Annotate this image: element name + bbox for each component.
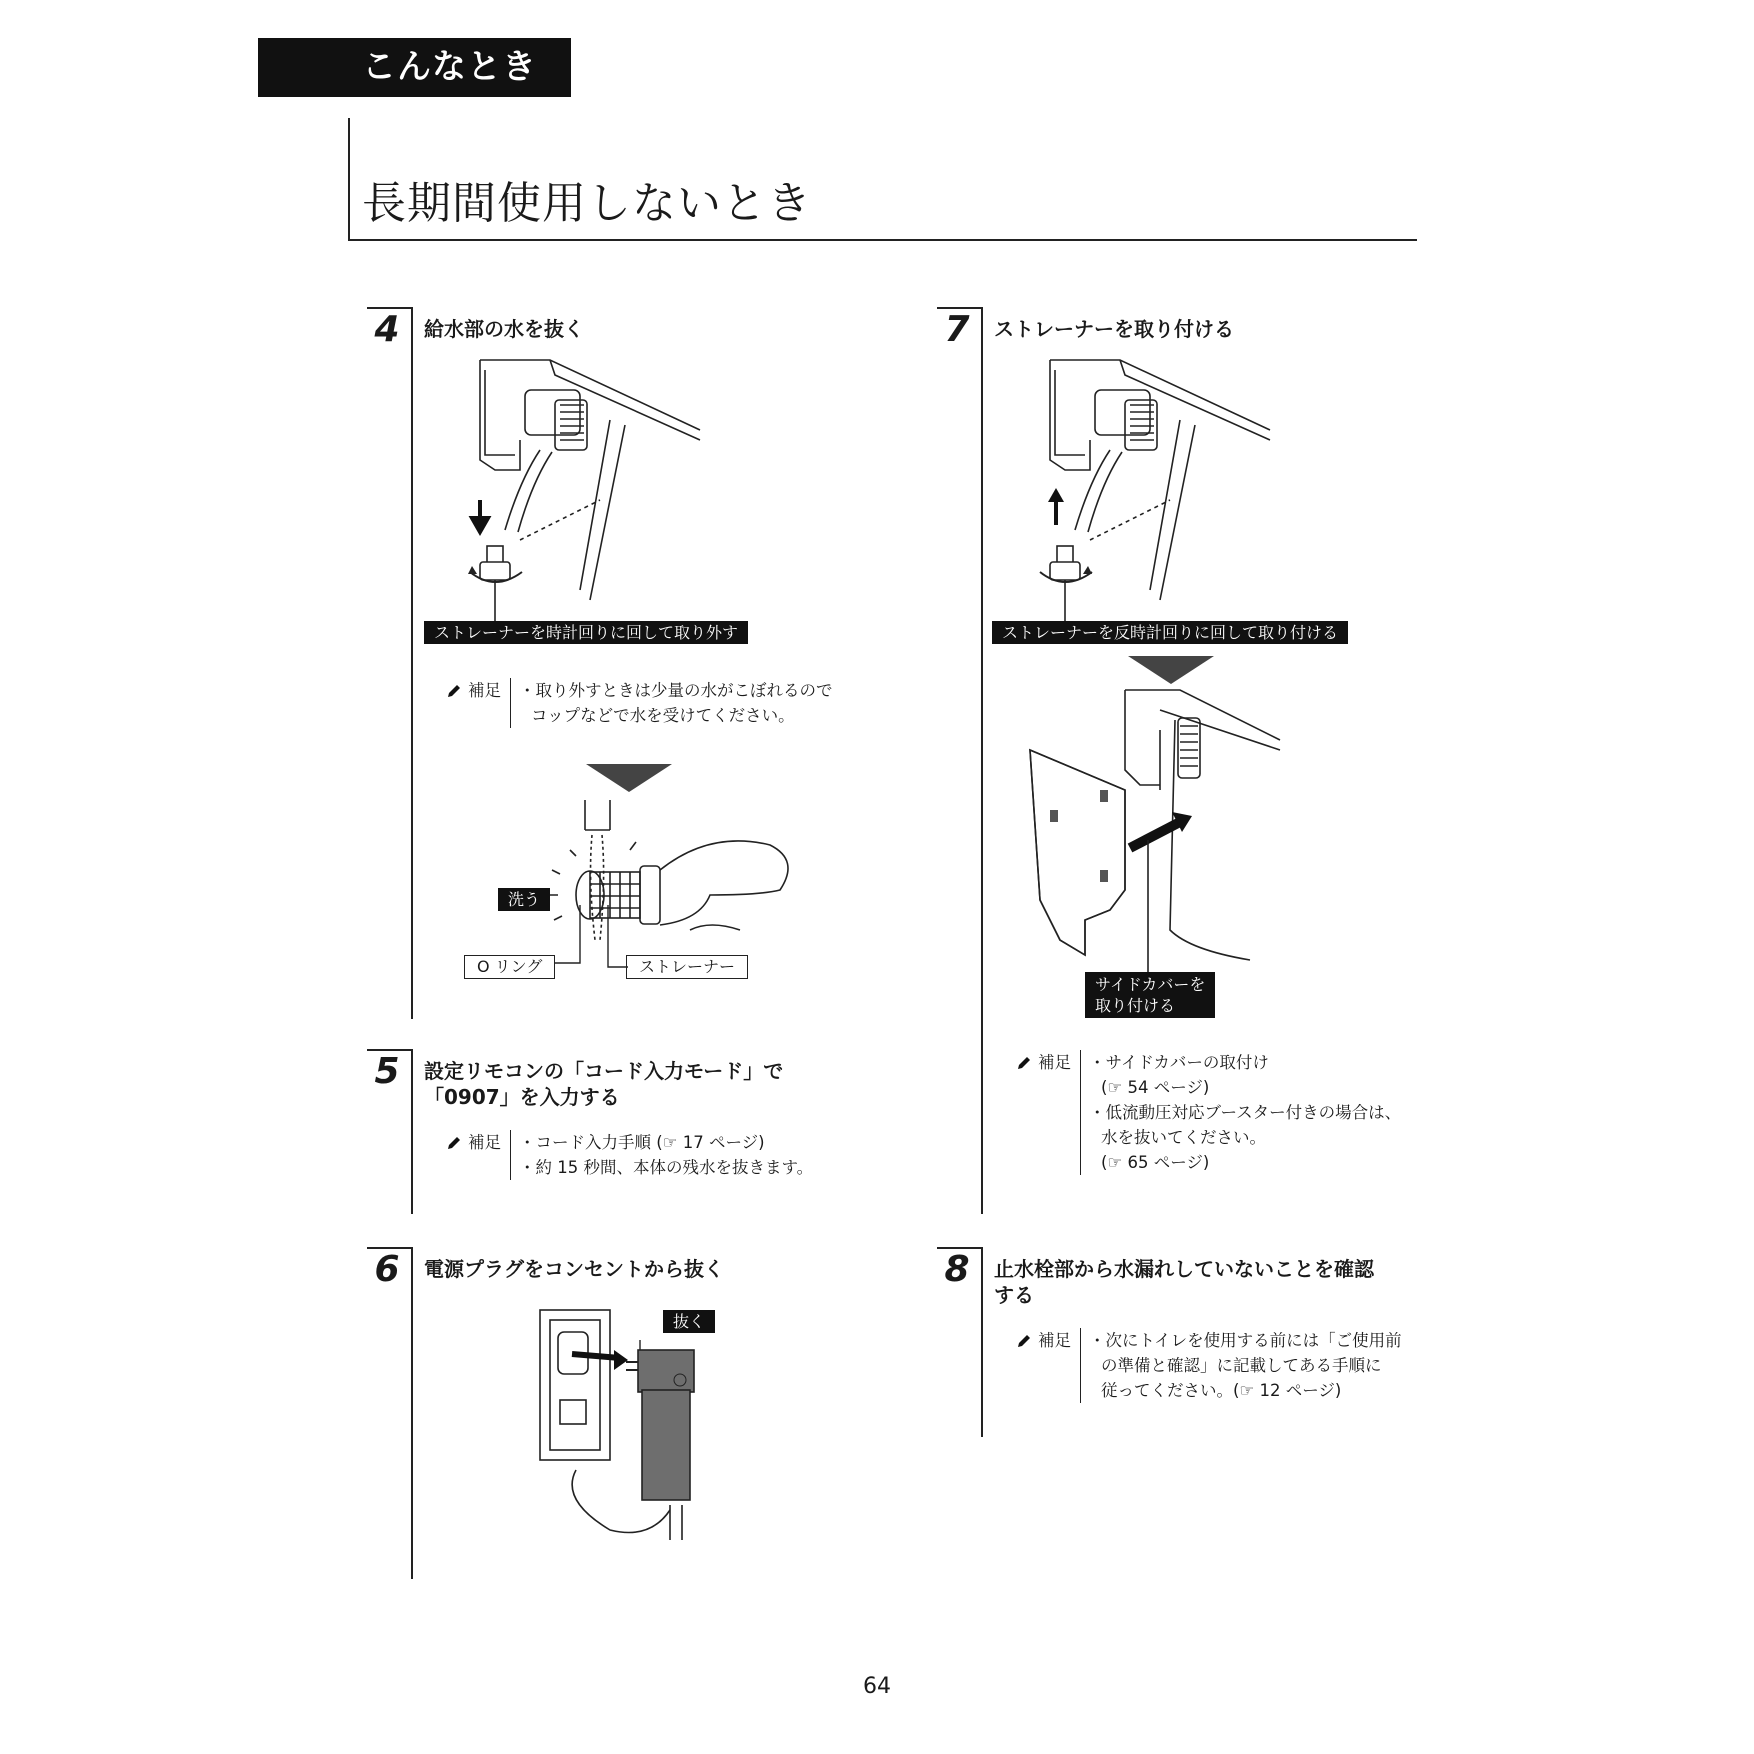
- side-cover-callout: [1085, 972, 1215, 1018]
- note-body: [510, 1130, 813, 1180]
- step-4-left-rule: [411, 307, 413, 1019]
- note-line: 従ってください。(☞ 12 ページ): [1101, 1381, 1342, 1400]
- note-body: [1080, 1328, 1402, 1403]
- step-6-left-rule: [411, 1247, 413, 1579]
- pencil-icon: [446, 683, 462, 699]
- note-line: 水を抜いてください。: [1101, 1128, 1266, 1147]
- wash-label: 洗う: [498, 888, 550, 911]
- unplug-callout: 抜く: [663, 1310, 715, 1333]
- step-7-title: ストレーナーを取り付ける: [994, 317, 1234, 341]
- side-cover-callout-line: 取り付ける: [1095, 996, 1176, 1015]
- side-cover-install-illustration: [1030, 690, 1280, 980]
- note-line: ・取り外すときは少量の水がこぼれるので: [519, 681, 833, 700]
- note-label: 補足: [1038, 1331, 1071, 1350]
- unplug-illustration: [530, 1300, 730, 1540]
- note-line: (☞ 54 ページ): [1101, 1078, 1210, 1097]
- down-chevron-arrow: [1128, 656, 1214, 688]
- title-rule-vertical: [348, 118, 350, 241]
- side-cover-callout-line: サイドカバーを: [1095, 975, 1206, 994]
- step-8-title-line: 止水栓部から水漏れしていないことを確認: [994, 1257, 1374, 1281]
- strainer-label: ストレーナー: [626, 955, 748, 979]
- note-head: [1016, 1328, 1080, 1353]
- pencil-icon: [1016, 1333, 1032, 1349]
- page-number: 64: [863, 1674, 891, 1699]
- step-8-note: [1016, 1328, 1402, 1403]
- note-line: (☞ 65 ページ): [1101, 1153, 1210, 1172]
- step-5-title: [424, 1058, 783, 1110]
- step-6-rule: [367, 1247, 412, 1249]
- note-label: 補足: [1038, 1053, 1071, 1072]
- oring-label: O リング: [464, 955, 555, 979]
- note-line: ・コード入力手順 (☞ 17 ページ): [519, 1133, 765, 1152]
- step-7-number: 7: [944, 309, 970, 350]
- step-5-left-rule: [411, 1049, 413, 1214]
- category-badge: こんなときは: [258, 38, 571, 97]
- note-body: [510, 678, 833, 728]
- step-7-callout: ストレーナーを反時計回りに回して取り付ける: [992, 621, 1348, 644]
- step-5-title-line: 「0907」を入力する: [424, 1085, 620, 1109]
- down-chevron-arrow: [586, 764, 672, 796]
- step-4-callout: ストレーナーを時計回りに回して取り外す: [424, 621, 748, 644]
- title-rule-horizontal: [348, 239, 1417, 241]
- step-8-rule: [937, 1247, 982, 1249]
- note-line: ・低流動圧対応ブースター付きの場合は、: [1089, 1103, 1402, 1122]
- step-5-title-line: 設定リモコンの「コード入力モード」で: [424, 1059, 784, 1083]
- step-4-title: 給水部の水を抜く: [424, 317, 584, 341]
- step-6-title: 電源プラグをコンセントから抜く: [424, 1257, 724, 1281]
- step-4-note: [446, 678, 833, 728]
- note-line: ・次にトイレを使用する前には「ご使用前: [1089, 1331, 1402, 1350]
- page-title: 長期間使用しないとき: [362, 178, 812, 229]
- note-label: 補足: [468, 1133, 501, 1152]
- pencil-icon: [1016, 1055, 1032, 1071]
- strainer-install-illustration: [1030, 360, 1270, 610]
- leader-lines: [550, 905, 630, 967]
- step-8-number: 8: [944, 1249, 970, 1290]
- note-head: [1016, 1050, 1080, 1075]
- note-line: コップなどで水を受けてください。: [531, 706, 795, 725]
- step-7-left-rule: [981, 307, 983, 1214]
- pencil-icon: [446, 1135, 462, 1151]
- note-head: [446, 1130, 510, 1155]
- note-line: ・約 15 秒間、本体の残水を抜きます。: [519, 1158, 814, 1177]
- step-7-note: [1016, 1050, 1401, 1175]
- step-5-rule: [367, 1049, 412, 1051]
- note-line: ・サイドカバーの取付け: [1089, 1053, 1269, 1072]
- step-7-rule: [937, 307, 982, 309]
- step-6-number: 6: [374, 1249, 400, 1290]
- note-head: [446, 678, 510, 703]
- step-8-title-line: する: [994, 1283, 1034, 1307]
- step-4-number: 4: [374, 309, 400, 350]
- note-line: の準備と確認」に記載してある手順に: [1101, 1356, 1382, 1375]
- step-8-left-rule: [981, 1247, 983, 1437]
- step-5-note: [446, 1130, 813, 1180]
- note-body: [1080, 1050, 1401, 1175]
- step-4-rule: [367, 307, 412, 309]
- note-label: 補足: [468, 681, 501, 700]
- step-5-number: 5: [374, 1051, 400, 1092]
- toilet-strainer-removal-illustration: [460, 360, 700, 610]
- step-8-title: [994, 1256, 1374, 1308]
